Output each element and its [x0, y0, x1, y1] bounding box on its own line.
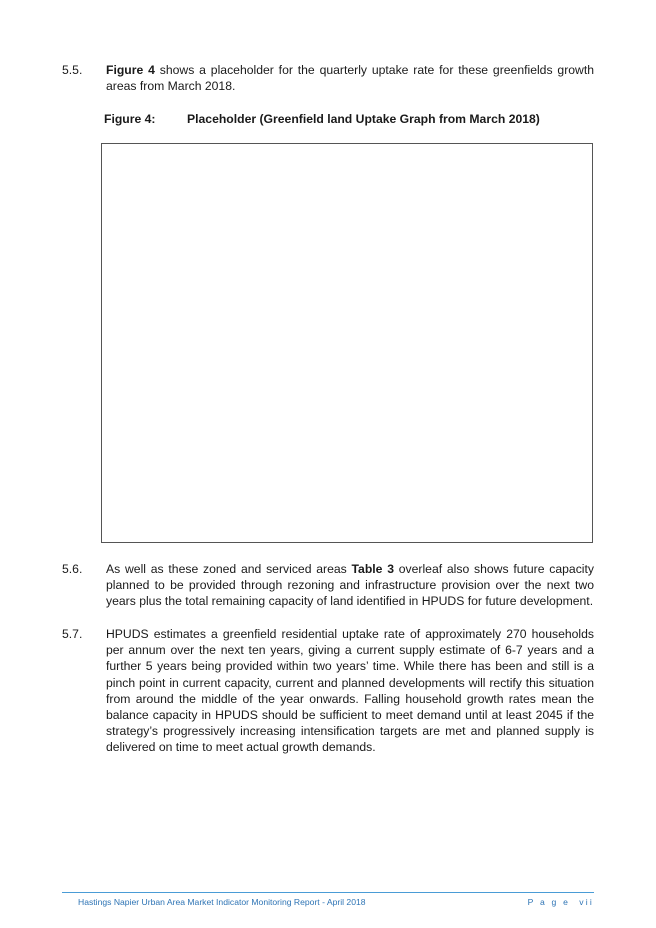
paragraph-5-6 [62, 561, 594, 610]
footer-rule [62, 892, 594, 893]
paragraph-number: 5.5. [62, 63, 83, 77]
paragraph-number: 5.7. [62, 627, 83, 641]
paragraph-text: Figure 4 shows a placeholder for the quarterly uptake rate for these greenfields growth areas from March 2018. [106, 63, 595, 94]
figure-reference: Figure 4 [106, 63, 155, 77]
paragraph-number: 5.6. [62, 562, 83, 576]
paragraph-5-7 [62, 626, 594, 756]
figure-title: Placeholder (Greenfield land Uptake Graph from March 2018) [187, 112, 540, 126]
figure-label: Figure 4: [104, 112, 156, 126]
paragraph-text: As well as these zoned and serviced areas Table 3 overleaf also shows future capacity planned to be provided through rezoning and infrastructure provision over the next two years plus the total remaining capacity of land identified in HPUDS for future development. [106, 562, 594, 609]
figure-caption [104, 112, 540, 126]
footer-report-title: Hastings Napier Urban Area Market Indicator Monitoring Report - April 2018 [78, 897, 366, 907]
paragraph-text: HPUDS estimates a greenfield residential uptake rate of approximately 270 households per annum over the next ten years, giving a current supply estimate of 6-7 years and a further 5 years being provided within two years’ time. While there has been and still is a pinch point in current capacity, current and planned developments will rectify this situation from around the middle of the year onwards. Falling household growth rates mean the balance capacity in HPUDS should be sufficient to meet demand until at least 2045 if the strategy’s progressively increasing intensification targets are met and planned supply is delivered on time to meet actual growth demands. [106, 627, 594, 755]
footer-page-number: P a g e vii [527, 897, 594, 907]
table-reference: Table 3 [351, 562, 394, 576]
paragraph-5-5 [62, 62, 594, 94]
figure-placeholder-box [101, 143, 593, 543]
